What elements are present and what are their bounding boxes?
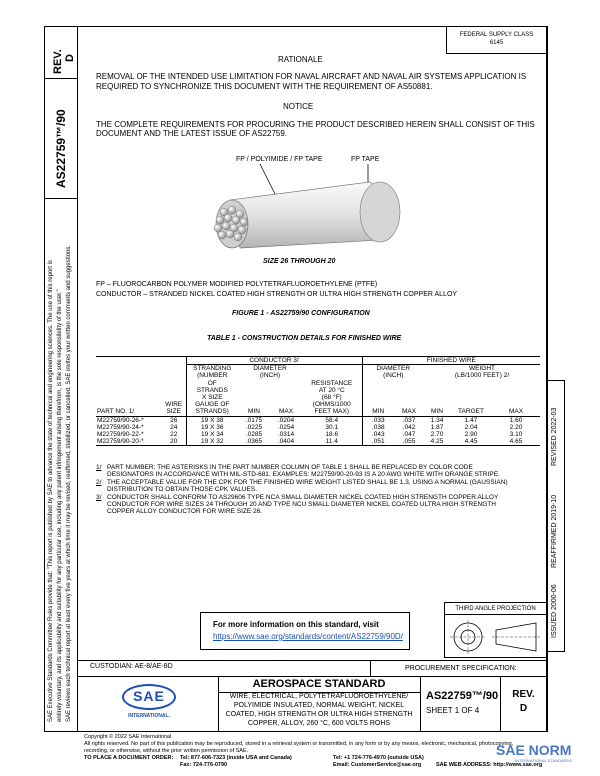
projection-symbol	[448, 618, 544, 656]
group-finished: FINISHED WIRE	[362, 357, 540, 365]
notice-text-1: THE COMPLETE REQUIREMENTS FOR PROCURING THE PRODUCT DESCRIBED HEREIN SHALL CONSIST OF THIS	[96, 120, 535, 129]
sae-logo-text: SAE	[133, 688, 165, 704]
h-max: MAX	[270, 408, 302, 416]
table-row	[96, 416, 540, 424]
h-wmin: MIN	[424, 408, 450, 416]
custodian: CUSTODIAN: AE-8/AE-8D	[90, 663, 173, 670]
h-resistance-0: RESISTANCE	[311, 379, 353, 387]
table-cell: .0204	[277, 416, 295, 424]
h-min: MIN	[238, 408, 270, 416]
revised-date: REVISED 2022-03	[551, 407, 558, 466]
table-cell: .0285	[245, 431, 263, 439]
desc-line-1: WIRE, ELECTRICAL, POLYTETRAFLUOROETHYLENE/	[229, 693, 409, 700]
h-weight-0: WEIGHT	[424, 365, 540, 373]
federal-supply-value: 6145	[489, 40, 504, 46]
table-note	[96, 479, 540, 494]
copyright: Copyright © 2022 SAE International	[84, 734, 172, 740]
h-fdiameter-0: DIAMETER	[362, 365, 424, 373]
table-cell: M22759/90-26-*	[97, 416, 144, 424]
table-cell: 4.45	[450, 438, 492, 446]
table-cell: 2.04	[464, 423, 478, 431]
table-cell: 58.4	[325, 416, 339, 424]
left-rev-value: D	[64, 54, 76, 62]
h-fdiameter-1: (INCH)	[362, 372, 424, 379]
table-cell: 1.60	[509, 416, 523, 424]
tel-intl: Tel: +1 724-776-4970 (outside USA)	[333, 755, 424, 761]
table-cell: .0225	[245, 423, 263, 431]
table-cell: 2.20	[509, 423, 523, 431]
h-stranding-4: X SIZE	[186, 394, 238, 401]
aerospace-standard-heading: AEROSPACE STANDARD	[252, 678, 386, 690]
desc-line-2: POLYIMIDE INSULATED, NORMAL WEIGHT, NICKEL	[233, 702, 405, 709]
table-cell: .037	[402, 416, 416, 424]
standard-url-link[interactable]: https://www.sae.org/standards/content/AS22759/90D/	[213, 632, 403, 641]
h-partno: PART NO. 1/	[96, 408, 162, 416]
h-stranding-5: GAUGE OF	[186, 401, 238, 408]
note-line: CONDUCTOR FOR WIRE SIZES 24 THROUGH 20 AND TYPE NCU SMALL DIAMETER NICKEL COATED ULTRA HIGH STRENGTH	[107, 501, 496, 509]
figure-size-caption: SIZE 26 THROUGH 20	[263, 258, 336, 265]
issued-date: ISSUED 2000-06	[551, 584, 558, 638]
note-line: DISTRIBUTION TO OBTAIN THOSE CPK VALUES.	[107, 486, 258, 494]
wire-illustration	[200, 160, 410, 255]
rights-line-2: recording, or otherwise, without the prior written permission of SAE.	[84, 748, 249, 754]
table-note	[96, 464, 540, 479]
federal-supply-label: FEDERAL SUPPLY CLASS	[459, 32, 534, 38]
table-cell: 22	[170, 431, 178, 439]
table-cell: .0175	[245, 416, 263, 424]
table-cell: 30.1	[325, 423, 339, 431]
table-cell: 3.10	[509, 431, 523, 439]
h-stranding-6: STRANDS)	[186, 408, 238, 416]
desc-line-3: COATED, HIGH STRENGTH OR ULTRA HIGH STRENGTH	[225, 711, 413, 718]
h-wmax: MAX	[492, 408, 540, 416]
note-marker: 2/	[96, 478, 102, 486]
h-stranding-2: OF	[186, 380, 238, 387]
table-title: TABLE 1 - CONSTRUCTION DETAILS FOR FINISHED WIRE	[207, 335, 402, 342]
table-cell: 26	[170, 416, 178, 424]
table-cell: 24	[170, 423, 178, 431]
order-label: TO PLACE A DOCUMENT ORDER:	[84, 755, 174, 761]
table-cell: M22759/90-20-*	[96, 438, 162, 446]
table-cell: 19 X 36	[186, 424, 238, 431]
table-cell: .0254	[277, 423, 295, 431]
watermark-sub: INTERNATIONAL STANDARDS	[515, 758, 573, 763]
figure-legend-2: CONDUCTOR – STRANDED NICKEL COATED HIGH STRENGTH OR ULTRA HIGH STRENGTH COPPER ALLOY	[96, 291, 458, 298]
rationale-heading: RATIONALE	[278, 55, 323, 64]
h-resistance-4: FEET MAX)	[302, 408, 362, 416]
rev-label: REV.	[512, 689, 535, 700]
customer-email[interactable]: Email: CustomerService@sae.org	[333, 762, 422, 768]
table-cell: .0404	[270, 438, 302, 446]
table-cell: 18.6	[325, 431, 339, 439]
desc-line-4: COPPER, ALLOY, 260 °C, 600 VOLTS ROHS	[247, 720, 391, 727]
note-line: THE ACCEPTABLE VALUE FOR THE CPK FOR THE FINISHED WIRE WEIGHT LISTED SHALL BE 1.3, USING A NORMAL (GAUSSIAN)	[107, 478, 508, 486]
h-wire-1: SIZE	[162, 408, 186, 416]
h-diameter-0: DIAMETER	[238, 365, 302, 373]
h-resistance-2: (68 °F)	[321, 394, 342, 402]
info-box	[200, 612, 410, 650]
table-cell: 20	[162, 438, 186, 446]
table-cell: .033	[362, 416, 394, 424]
h-diameter-1: (INCH)	[259, 372, 281, 380]
construction-table	[96, 356, 540, 446]
table-cell: .0365	[238, 438, 270, 446]
table-cell: 11.4	[302, 438, 362, 446]
table-cell: 4.25	[424, 438, 450, 446]
note-marker: 1/	[96, 464, 102, 471]
disclaimer-line-3: SAE reviews each technical report at least every five years at which time it may be revised, reaffirmed, stabilized, or cancelled. SAE invites your written comments and suggestions.	[66, 244, 72, 722]
group-conductor: CONDUCTOR 3/	[186, 357, 362, 365]
h-resistance-1: AT 20 °C	[318, 386, 345, 394]
h-stranding-1: (NUMBER	[186, 372, 238, 379]
table-cell: 2.70	[430, 431, 444, 439]
h-resistance-3: (OHMS/1000	[312, 401, 351, 409]
note-line: CONDUCTOR SHALL CONFORM TO AS29606 TYPE NCA SMALL DIAMETER NICKEL COATED HIGH STRENGTH COPPER ALLOY	[107, 493, 499, 501]
fax: Fax: 724-776-0790	[180, 762, 228, 768]
reaffirmed-date: REAFFIRMED 2019-10	[551, 494, 558, 568]
notice-text-2: DOCUMENT AND THE LATEST ISSUE OF AS22759.	[96, 129, 288, 138]
figure-label-left: FP / POLYIMIDE / FP TAPE	[236, 156, 323, 163]
h-wire-0: WIRE	[165, 401, 183, 409]
h-target: TARGET	[450, 408, 492, 416]
left-doc-number: AS22759™/90	[54, 109, 68, 188]
table-row	[96, 424, 540, 431]
notice-heading: NOTICE	[283, 102, 314, 111]
figure-legend-1: FP – FLUOROCARBON POLYMER MODIFIED POLYTETRAFLUOROETHYLENE (PTFE)	[96, 281, 378, 288]
info-heading: For more information on this standard, visit	[213, 620, 379, 629]
figure-caption: FIGURE 1 - AS22759/90 CONFIGURATION	[232, 310, 370, 317]
sheet-number: SHEET 1 OF 4	[426, 706, 480, 715]
table-cell: .051	[362, 438, 394, 446]
h-fmin: MIN	[362, 408, 394, 416]
rev-value: D	[519, 703, 528, 714]
rationale-text-1: REMOVAL OF THE INTENDED USE LIMITATION FOR NAVAL AIRCRAFT AND NAVAL AIR SYSTEMS APPLICATION IS	[96, 72, 527, 81]
table-cell: 19 X 38	[186, 416, 238, 424]
procurement-spec: PROCUREMENT SPECIFICATION:	[405, 665, 517, 672]
note-line: DESIGNATORS IN ACCORDANCE WITH MIL-STD-681. EXAMPLES: M22759/90-20-93 IS A 20 AWG WHITE WITH ORANGE STRIPE.	[107, 471, 500, 479]
table-note	[96, 494, 540, 516]
table-notes	[96, 464, 540, 516]
table-cell: 1.47	[464, 416, 478, 424]
left-rev-label: REV.	[52, 49, 64, 74]
doc-number: AS22759™/90	[426, 690, 499, 702]
note-marker: 3/	[96, 493, 102, 501]
table-row	[96, 431, 540, 438]
table-cell: .055	[394, 438, 424, 446]
table-row	[96, 438, 540, 446]
h-stranding-0: STRANDING	[186, 365, 238, 373]
table-cell: .047	[402, 431, 416, 439]
table-cell: 1.87	[430, 423, 444, 431]
table-cell: .0314	[277, 431, 295, 439]
table-cell: .038	[362, 424, 394, 431]
note-line: PART NUMBER: THE ASTERISKS IN THE PART NUMBER COLUMN OF TABLE 1 SHALL BE REPLACED BY COLOR CODE	[107, 464, 473, 471]
disclaimer-line-1: SAE Executive Standards Committee Rules provide that: "This report is published by SAE to advance the state of technical and engineering sciences. The use of this report is	[48, 260, 54, 722]
table-cell: M22759/90-22-*	[97, 431, 144, 439]
tel-usa: Tel: 877-606-7323 (inside USA and Canada)	[180, 755, 292, 761]
figure-label-right: FP TAPE	[351, 156, 380, 163]
rationale-text-2: REQUIRED TO SYNCHRONIZE THIS DOCUMENT WITH THE REQUIREMENT OF AS50881.	[96, 82, 433, 91]
projection-label: THIRD ANGLE PROJECTION	[455, 606, 536, 612]
table-cell: .042	[402, 423, 416, 431]
sae-web-address[interactable]: SAE WEB ADDRESS: http://www.sae.org	[436, 762, 543, 768]
rights-line-1: All rights reserved. No part of this publication may be reproduced, stored in a retrieval system or transmitted, in any form or by any means, electronic, mechanical, photocopying,	[84, 741, 514, 747]
table-cell: 19 X 34	[186, 431, 238, 438]
table-cell: 19 X 32	[186, 438, 238, 446]
sae-logo-sub: INTERNATIONAL.	[128, 713, 170, 719]
table-cell: M22759/90-24-*	[97, 423, 144, 431]
table-cell: 4.65	[492, 438, 540, 446]
table-cell: 2.90	[464, 431, 478, 439]
h-stranding-3: STRANDS	[186, 387, 238, 394]
disclaimer-line-2: entirely voluntary, and its applicability and suitability for any particular use, including any patent infringement arising therefrom, is the sole responsibility of the user."	[57, 289, 63, 722]
watermark-logo: SAE NORM	[496, 742, 572, 758]
h-weight-1: (LB/1000 FEET) 2/	[454, 372, 510, 380]
table-cell: 1.34	[430, 416, 444, 424]
h-fmax: MAX	[394, 408, 424, 416]
table-cell: .043	[362, 431, 394, 438]
note-line: COPPER ALLOY CONDUCTOR FOR WIRE SIZE 26.	[107, 508, 263, 516]
